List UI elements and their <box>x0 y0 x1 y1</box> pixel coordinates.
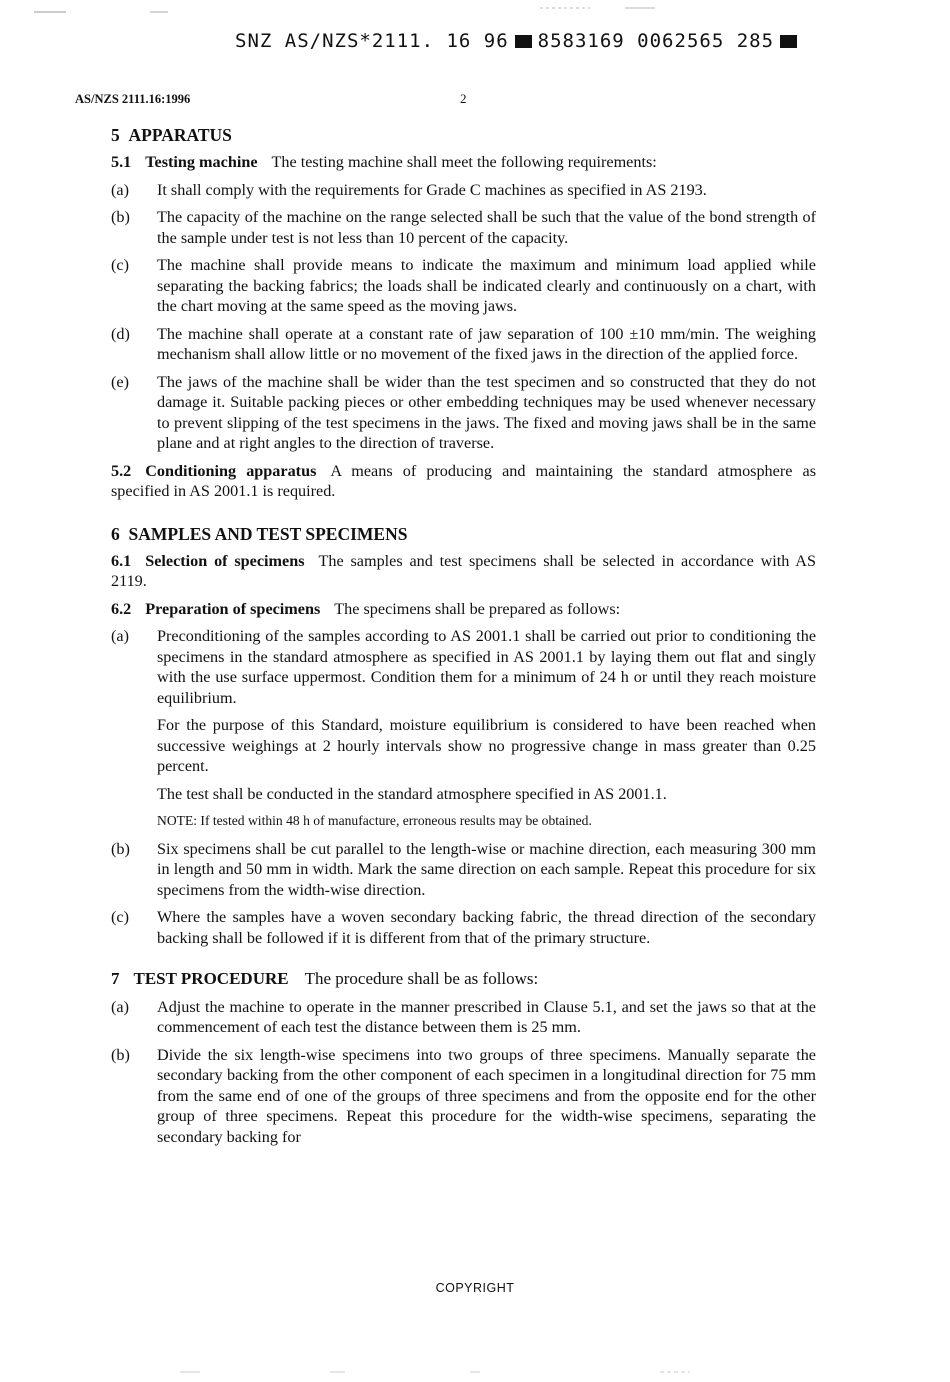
clause-5-1 <box>111 152 816 173</box>
note: NOTE: If tested within 48 h of manufacture, erroneous results may be obtained. <box>157 813 592 828</box>
item-label: (e) <box>111 372 129 391</box>
list-item <box>111 180 816 201</box>
clause-number: 6.1 <box>111 551 132 570</box>
item-text: Six specimens shall be cut parallel to the length-wise or machine direction, each measuring 300 mm in length and 50 mm in width. Mark the same direction on each sample. Repeat this procedure for six specimens from the width-wise direction. <box>157 839 816 899</box>
item-label: (d) <box>111 324 130 343</box>
list-item <box>111 907 816 948</box>
item-text: The jaws of the machine shall be wider than the test specimen and so constructed that they do not damage it. Suitable packing pieces or other embedding techniques may be used whenever necessary to prevent slipping of the test specimens in the jaws. The fixed and moving jaws shall be in the same plane and at right angles to the direction of traverse. <box>157 372 816 452</box>
clause-text: The samples and test specimens shall be selected in accordance with AS 2119. <box>111 551 816 590</box>
section-title: SAMPLES AND TEST SPECIMENS <box>128 523 408 544</box>
clause-6-2 <box>111 599 816 620</box>
section-title: TEST PROCEDURE <box>133 969 289 988</box>
list-item <box>111 626 816 708</box>
clause-number: 6.2 <box>111 599 132 618</box>
block-mark-icon <box>515 35 532 48</box>
list-item <box>111 1045 816 1148</box>
section-6-heading <box>111 523 816 545</box>
item-text: Adjust the machine to operate in the manner prescribed in Clause 5.1, and set the jaws so that at the commencement of each test the distance between them is 25 mm. <box>157 997 816 1036</box>
list-item <box>111 255 816 317</box>
list-item <box>111 372 816 454</box>
section-number: 6 <box>111 523 120 544</box>
item-text: Divide the six length-wise specimens into two groups of three specimens. Manually separate the secondary backing from the other component of each specimen in a longitudinal direction for 75 mm from the same end of one of the groups of three specimens and from the opposite end for the other group of three specimens. Repeat this procedure for the width-wise specimens, separating the secondary backing for <box>157 1045 816 1146</box>
copyright-footer: COPYRIGHT <box>435 1281 515 1295</box>
item-label: (a) <box>111 627 129 645</box>
page-number: 2 <box>460 91 467 106</box>
clause-title: Testing machine <box>145 153 258 171</box>
clause-title: Preparation of specimens <box>145 599 321 618</box>
item-text: The machine shall provide means to indicate the maximum and minimum load applied while separating the backing fabrics; the loads shall be indicated clearly and continuously on a chart, with the chart moving at the same speed as the moving jaws. <box>157 256 816 315</box>
section-title: APPARATUS <box>128 125 232 145</box>
clause-text: The testing machine shall meet the following requirements: <box>271 153 657 171</box>
clause-5-2 <box>111 461 816 502</box>
item-text: It shall comply with the requirements for Grade C machines as specified in AS 2193. <box>157 180 707 199</box>
document-id: AS/NZS 2111.16:1996 <box>75 92 191 106</box>
item-text: Where the samples have a woven secondary backing fabric, the thread direction of the secondary backing shall be followed if it is different from that of the primary structure. <box>157 908 816 947</box>
item-text: The machine shall operate at a constant rate of jaw separation of 100 ±10 mm/min. The weighing mechanism shall allow little or no movement of the fixed jaws in the direction of the applied force. <box>157 324 816 363</box>
item-text: The capacity of the machine on the range selected shall be such that the value of the bond strength of the sample under test is not less than 10 percent of the capacity. <box>157 208 816 247</box>
section-number: 7 <box>111 969 120 988</box>
item-label: (a) <box>111 180 129 199</box>
sub-paragraph: The test shall be conducted in the standard atmosphere specified in AS 2001.1. <box>157 784 667 803</box>
header-strip-left: SNZ AS/NZS*2111. 16 96 <box>235 30 509 52</box>
item-label: (c) <box>111 256 129 274</box>
document-body <box>111 124 816 1154</box>
list-item <box>111 207 816 248</box>
clause-number: 5.2 <box>111 461 132 480</box>
clause-6-1 <box>111 551 816 592</box>
block-mark-icon <box>780 35 797 48</box>
clause-number: 5.1 <box>111 153 132 171</box>
section-7-heading <box>111 969 816 990</box>
item-label: (b) <box>111 839 130 858</box>
section-number: 5 <box>111 125 120 145</box>
clause-title: Selection of specimens <box>145 551 305 570</box>
header-strip-right: 8583169 0062565 285 <box>537 30 775 52</box>
section-text: The procedure shall be as follows: <box>304 969 539 988</box>
sub-paragraph: For the purpose of this Standard, moisture equilibrium is considered to have been reached when successive weighings at 2 hourly intervals show no progressive change in mass greater than 0.25 percent. <box>157 716 816 775</box>
item-label: (c) <box>111 908 129 926</box>
item-label: (b) <box>111 208 130 226</box>
list-item <box>111 839 816 901</box>
item-label: (a) <box>111 997 129 1016</box>
clause-text: The specimens shall be prepared as follows: <box>334 599 621 618</box>
item-label: (b) <box>111 1045 130 1064</box>
list-item <box>111 324 816 365</box>
clause-title: Conditioning apparatus <box>145 461 317 480</box>
clause-text: A means of producing and maintaining the standard atmosphere as specified in AS 2001.1 is required. <box>111 461 816 500</box>
list-item <box>111 997 816 1038</box>
header-strip <box>235 30 815 52</box>
section-5-heading <box>111 124 816 146</box>
item-text: Preconditioning of the samples according to AS 2001.1 shall be carried out prior to conditioning the specimens in the standard atmosphere as specified in AS 2001.1 by laying them out flat and singly with the use surface uppermost. Condition them for a minimum of 24 h or until they reach moisture equilibrium. <box>157 627 816 707</box>
